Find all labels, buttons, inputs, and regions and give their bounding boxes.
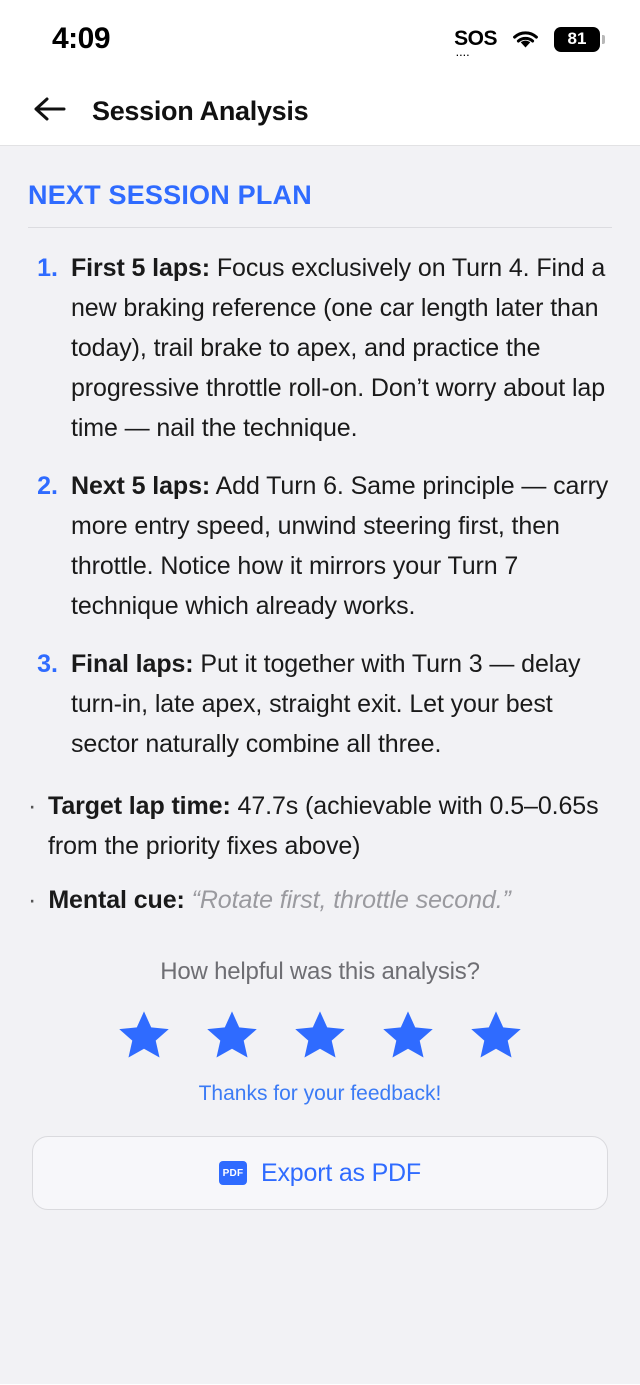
step-number: 1. xyxy=(37,254,58,282)
star-icon-5[interactable] xyxy=(468,1008,524,1062)
status-bar xyxy=(0,0,640,78)
feedback-question: How helpful was this analysis? xyxy=(160,958,480,985)
arrow-left-icon xyxy=(33,95,67,128)
export-pdf-button[interactable] xyxy=(32,1136,608,1210)
bullet-body xyxy=(48,880,510,920)
list-item xyxy=(28,786,612,866)
sos-indicator xyxy=(454,27,497,58)
bullet-body xyxy=(48,786,612,866)
battery-indicator xyxy=(554,27,600,52)
bullet-lead: Target lap time: xyxy=(48,792,231,820)
feedback-thanks: Thanks for your feedback! xyxy=(198,1082,442,1105)
export-pdf-label: Export as PDF xyxy=(261,1158,421,1187)
wifi-icon xyxy=(510,28,541,51)
bullet-detail: 47.7s (achievable with 0.5–0.65s from the priority fixes above) xyxy=(48,792,599,860)
step-lead: Next 5 laps: xyxy=(71,472,211,500)
mental-cue-quote: “Rotate first, throttle second.” xyxy=(191,886,511,914)
step-number: 3. xyxy=(37,650,58,678)
star-rating[interactable] xyxy=(28,1008,612,1062)
feedback-section xyxy=(28,958,612,1106)
step-lead: First 5 laps: xyxy=(71,254,211,282)
star-icon-1[interactable] xyxy=(116,1008,172,1062)
pdf-icon: PDF xyxy=(219,1161,247,1185)
page-title: Session Analysis xyxy=(92,96,309,126)
list-item xyxy=(28,644,612,764)
bullet-detail xyxy=(185,886,192,914)
section-title: NEXT SESSION PLAN xyxy=(28,146,612,228)
step-detail: Add Turn 6. Same principle — carry more entry speed, unwind steering first, then throttle. Notice how it mirrors your Turn 7 technique which already works. xyxy=(71,472,609,620)
list-item xyxy=(28,880,612,920)
back-button[interactable] xyxy=(30,92,70,132)
step-body xyxy=(71,466,612,626)
step-detail: Put it together with Turn 3 — delay turn-in, late apex, straight exit. Let your best sector naturally combine all three. xyxy=(71,650,581,758)
bullet-lead: Mental cue: xyxy=(48,886,185,914)
list-item xyxy=(28,466,612,626)
sos-dots: .... xyxy=(456,48,471,58)
star-icon-4[interactable] xyxy=(380,1008,436,1062)
bullet-marker: · xyxy=(28,886,37,914)
step-number: 2. xyxy=(37,472,58,500)
sos-label: SOS xyxy=(454,27,497,50)
navigation-bar xyxy=(0,78,640,146)
bullet-marker: · xyxy=(28,792,37,820)
step-lead: Final laps: xyxy=(71,650,194,678)
session-analysis-content xyxy=(0,146,640,1384)
next-session-plan-list xyxy=(28,232,612,764)
star-icon-2[interactable] xyxy=(204,1008,260,1062)
step-body xyxy=(71,644,612,764)
list-item xyxy=(28,248,612,448)
status-time: 4:09 xyxy=(52,22,111,55)
summary-bullets xyxy=(28,786,612,920)
status-indicators xyxy=(454,27,600,58)
battery-level: 81 xyxy=(567,29,587,48)
star-icon-3[interactable] xyxy=(292,1008,348,1062)
step-body xyxy=(71,248,612,448)
step-detail: Focus exclusively on Turn 4. Find a new braking reference (one car length later than today), trail brake to apex, and practice the progressive throttle roll-on. Don’t worry about lap time — nail the technique. xyxy=(71,254,606,442)
